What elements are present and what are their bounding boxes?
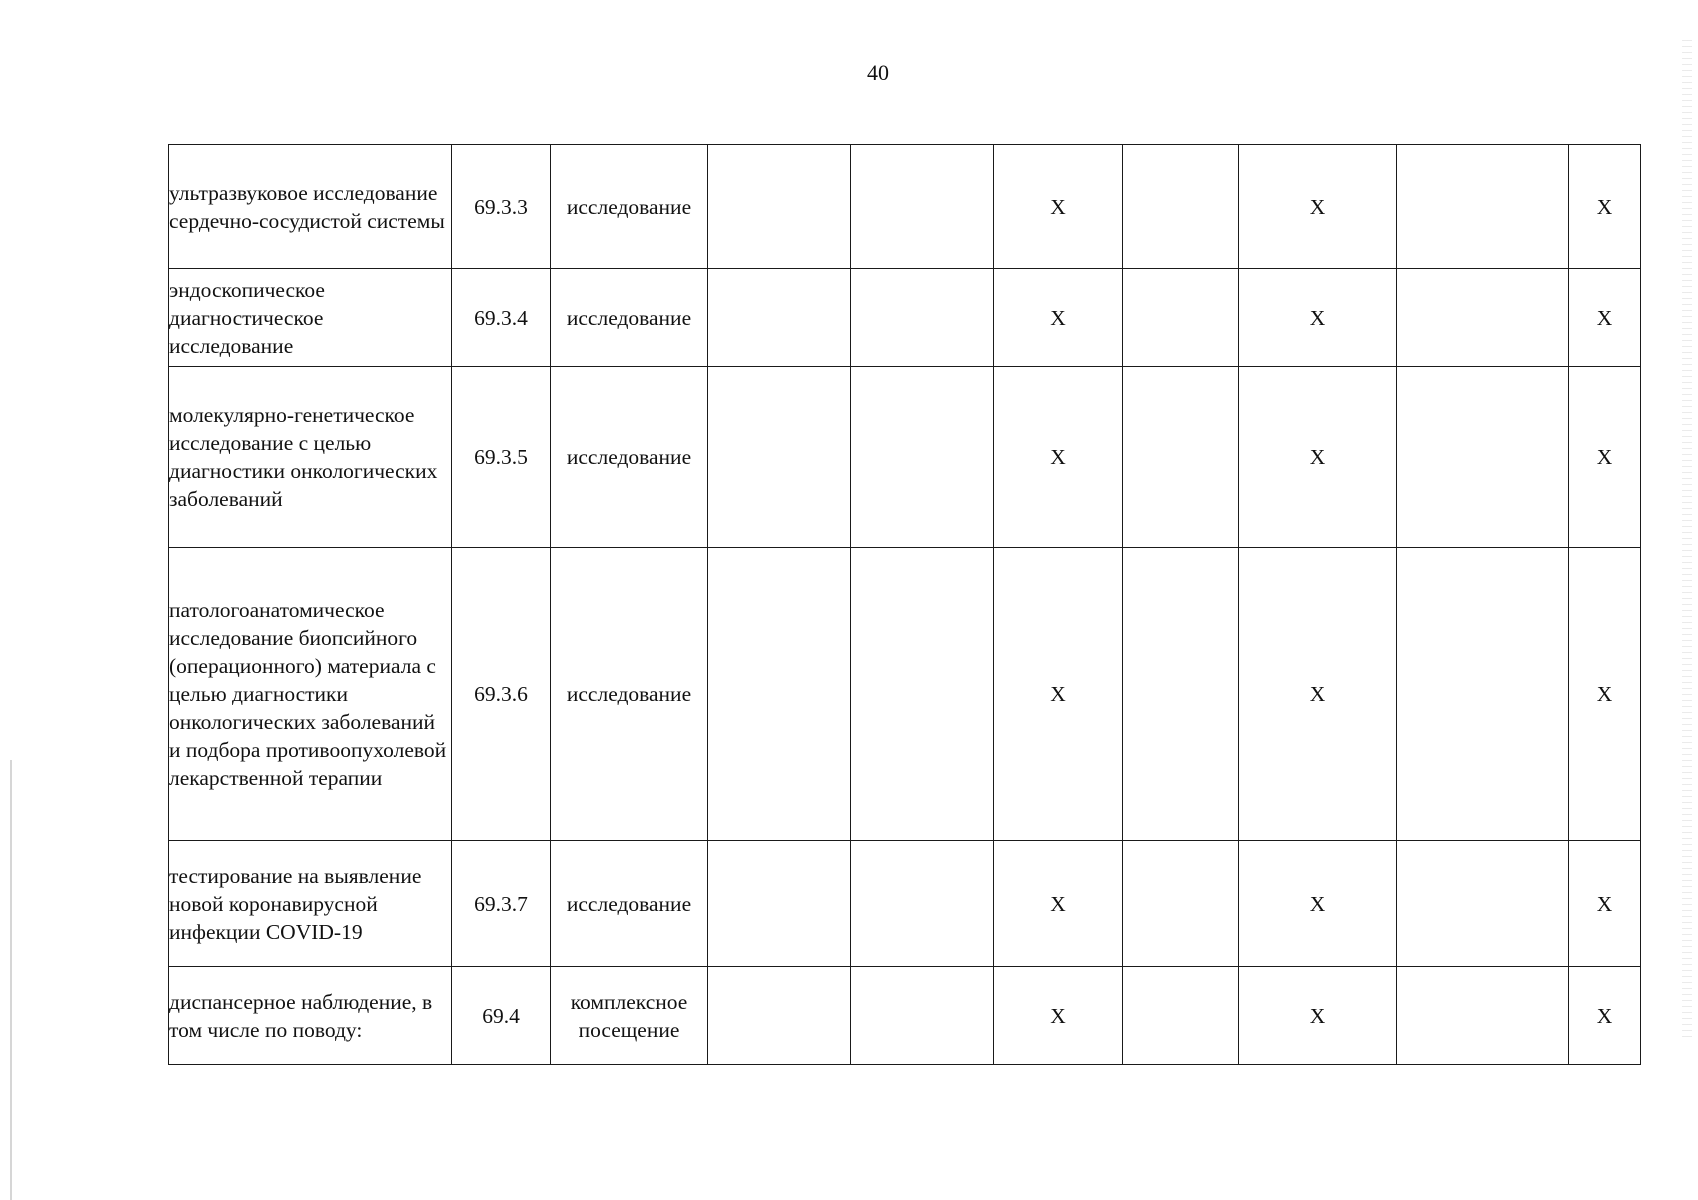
table-row [169, 269, 1641, 367]
code-cell: 69.3.3 [452, 145, 551, 269]
x-mark-cell: Х [1569, 269, 1641, 367]
data-table [168, 144, 1641, 1065]
service-name-cell: молекулярно-генетическое исследование с целью диагностики онкологических заболеваний [169, 367, 452, 548]
table-row [169, 548, 1641, 841]
x-mark-cell: Х [1569, 548, 1641, 841]
empty-cell [1123, 269, 1239, 367]
x-mark-cell: Х [1239, 367, 1397, 548]
code-cell: 69.3.4 [452, 269, 551, 367]
x-mark-cell: Х [994, 548, 1123, 841]
unit-cell: исследование [551, 841, 708, 967]
unit-cell: исследование [551, 269, 708, 367]
empty-cell [851, 967, 994, 1065]
x-mark-cell: Х [994, 269, 1123, 367]
empty-cell [1397, 548, 1569, 841]
x-mark-cell: Х [1239, 967, 1397, 1065]
empty-cell [851, 841, 994, 967]
page-number: 40 [867, 60, 889, 85]
empty-cell [1397, 367, 1569, 548]
unit-cell: исследование [551, 548, 708, 841]
x-mark-cell: Х [1569, 967, 1641, 1065]
empty-cell [708, 367, 851, 548]
x-mark-cell: Х [1239, 548, 1397, 841]
empty-cell [708, 841, 851, 967]
scan-edge-line [10, 760, 12, 1200]
service-name-cell: тестирование на выявление новой коронавирусной инфекции COVID-19 [169, 841, 452, 967]
empty-cell [708, 269, 851, 367]
scan-edge-noise [1682, 40, 1692, 1040]
table-row [169, 967, 1641, 1065]
empty-cell [1397, 967, 1569, 1065]
service-name-cell: диспансерное наблюдение, в том числе по поводу: [169, 967, 452, 1065]
empty-cell [1397, 269, 1569, 367]
empty-cell [1123, 145, 1239, 269]
empty-cell [1123, 548, 1239, 841]
empty-cell [1397, 145, 1569, 269]
x-mark-cell: Х [1569, 841, 1641, 967]
empty-cell [1123, 367, 1239, 548]
code-cell: 69.3.6 [452, 548, 551, 841]
unit-cell: исследование [551, 367, 708, 548]
code-cell: 69.4 [452, 967, 551, 1065]
empty-cell [851, 145, 994, 269]
empty-cell [851, 367, 994, 548]
code-cell: 69.3.5 [452, 367, 551, 548]
x-mark-cell: Х [994, 367, 1123, 548]
table-row [169, 367, 1641, 548]
x-mark-cell: Х [1569, 145, 1641, 269]
x-mark-cell: Х [1239, 269, 1397, 367]
x-mark-cell: Х [1569, 367, 1641, 548]
x-mark-cell: Х [994, 841, 1123, 967]
table-row [169, 841, 1641, 967]
x-mark-cell: Х [1239, 145, 1397, 269]
service-name-cell: эндоскопическое диагностическое исследование [169, 269, 452, 367]
empty-cell [708, 967, 851, 1065]
empty-cell [851, 269, 994, 367]
x-mark-cell: Х [994, 967, 1123, 1065]
empty-cell [1123, 841, 1239, 967]
empty-cell [851, 548, 994, 841]
table-row [169, 145, 1641, 269]
unit-cell: исследование [551, 145, 708, 269]
empty-cell [708, 145, 851, 269]
x-mark-cell: Х [994, 145, 1123, 269]
service-name-cell: патологоанатомическое исследование биопсийного (операционного) материала с целью диагностики онкологических заболеваний и подбора противоопухолевой лекарственной терапии [169, 548, 452, 841]
empty-cell [708, 548, 851, 841]
unit-cell: комплексное посещение [551, 967, 708, 1065]
service-name-cell: ультразвуковое исследование сердечно-сосудистой системы [169, 145, 452, 269]
empty-cell [1397, 841, 1569, 967]
x-mark-cell: Х [1239, 841, 1397, 967]
code-cell: 69.3.7 [452, 841, 551, 967]
empty-cell [1123, 967, 1239, 1065]
